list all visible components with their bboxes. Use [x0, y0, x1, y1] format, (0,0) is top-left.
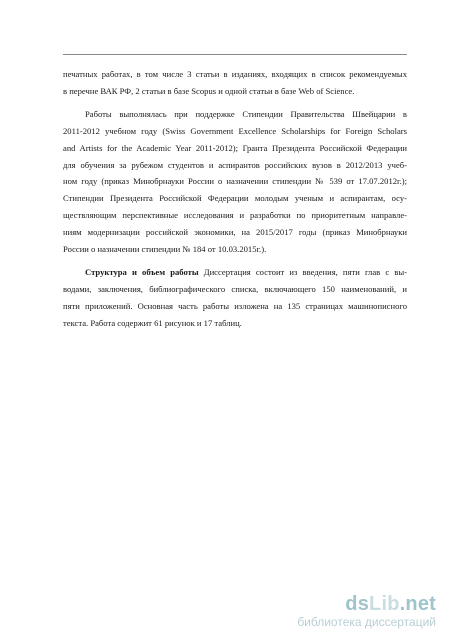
heading-continuation: Диссертация состоит из введения, пяти глав с вы-	[198, 266, 407, 277]
text-line: для обучения за рубежом студентов и аспирантов российских вузов в 2012/2013 учеб-	[63, 159, 407, 170]
watermark-subtitle: библиотека диссертаций	[297, 615, 436, 629]
text-line: ществляющим перспективные исследования и разработки по приоритетным направле-	[63, 210, 407, 221]
text-line: России о назначении стипендии № 184 от 10.03.2015г.).	[63, 244, 267, 255]
dslib-watermark	[297, 594, 436, 629]
text-line: 2011-2012 учебном году (Swiss Government Excellence Scholarships for Foreign Scholars	[63, 125, 407, 136]
logo-net: .net	[399, 593, 436, 615]
text-line: and Artists for the Academic Year 2011-2012); Гранта Президента Российской Федерации	[63, 142, 407, 153]
text-line: Стипендии Президента Российской Федерации молодым ученым и аспирантам, осу-	[63, 193, 407, 204]
section-heading: Структура и объем работы	[85, 266, 199, 277]
text-line: текста. Работа содержит 61 рисунок и 17 таблиц.	[63, 317, 242, 328]
text-line: водами, заключения, библиографического списка, включающего 150 наименований, и	[63, 283, 407, 294]
dslib-logo	[297, 594, 436, 614]
text-line: ном году (приказ Минобрнауки России о назначении стипендии № 539 от 17.07.2012г.);	[63, 176, 407, 187]
body-text	[63, 66, 407, 332]
header-rule	[63, 54, 407, 55]
paragraph-funding	[63, 106, 407, 258]
text-line: ниям модернизации российской экономики, на 2015/2017 годы (приказ Минобрнауки	[63, 227, 407, 238]
paragraph-publications	[63, 66, 407, 100]
text-line	[63, 264, 407, 281]
logo-lib: Lib	[369, 593, 400, 615]
text-line: пяти приложений. Основная часть работы изложена на 135 страницах машинописного	[63, 300, 407, 311]
text-line: Работы выполнялась при поддержке Стипендии Правительства Швейцарии в	[85, 108, 407, 119]
logo-ds: ds	[345, 593, 370, 615]
paragraph-structure	[63, 264, 407, 332]
text-line: печатных работах, в том числе 3 статьи в изданиях, входящих в список рекомендуемых	[63, 69, 407, 79]
text-line: в перечне ВАК РФ, 2 статьи в базе Scopus и одной статьи в базе Web of Science.	[63, 85, 355, 96]
